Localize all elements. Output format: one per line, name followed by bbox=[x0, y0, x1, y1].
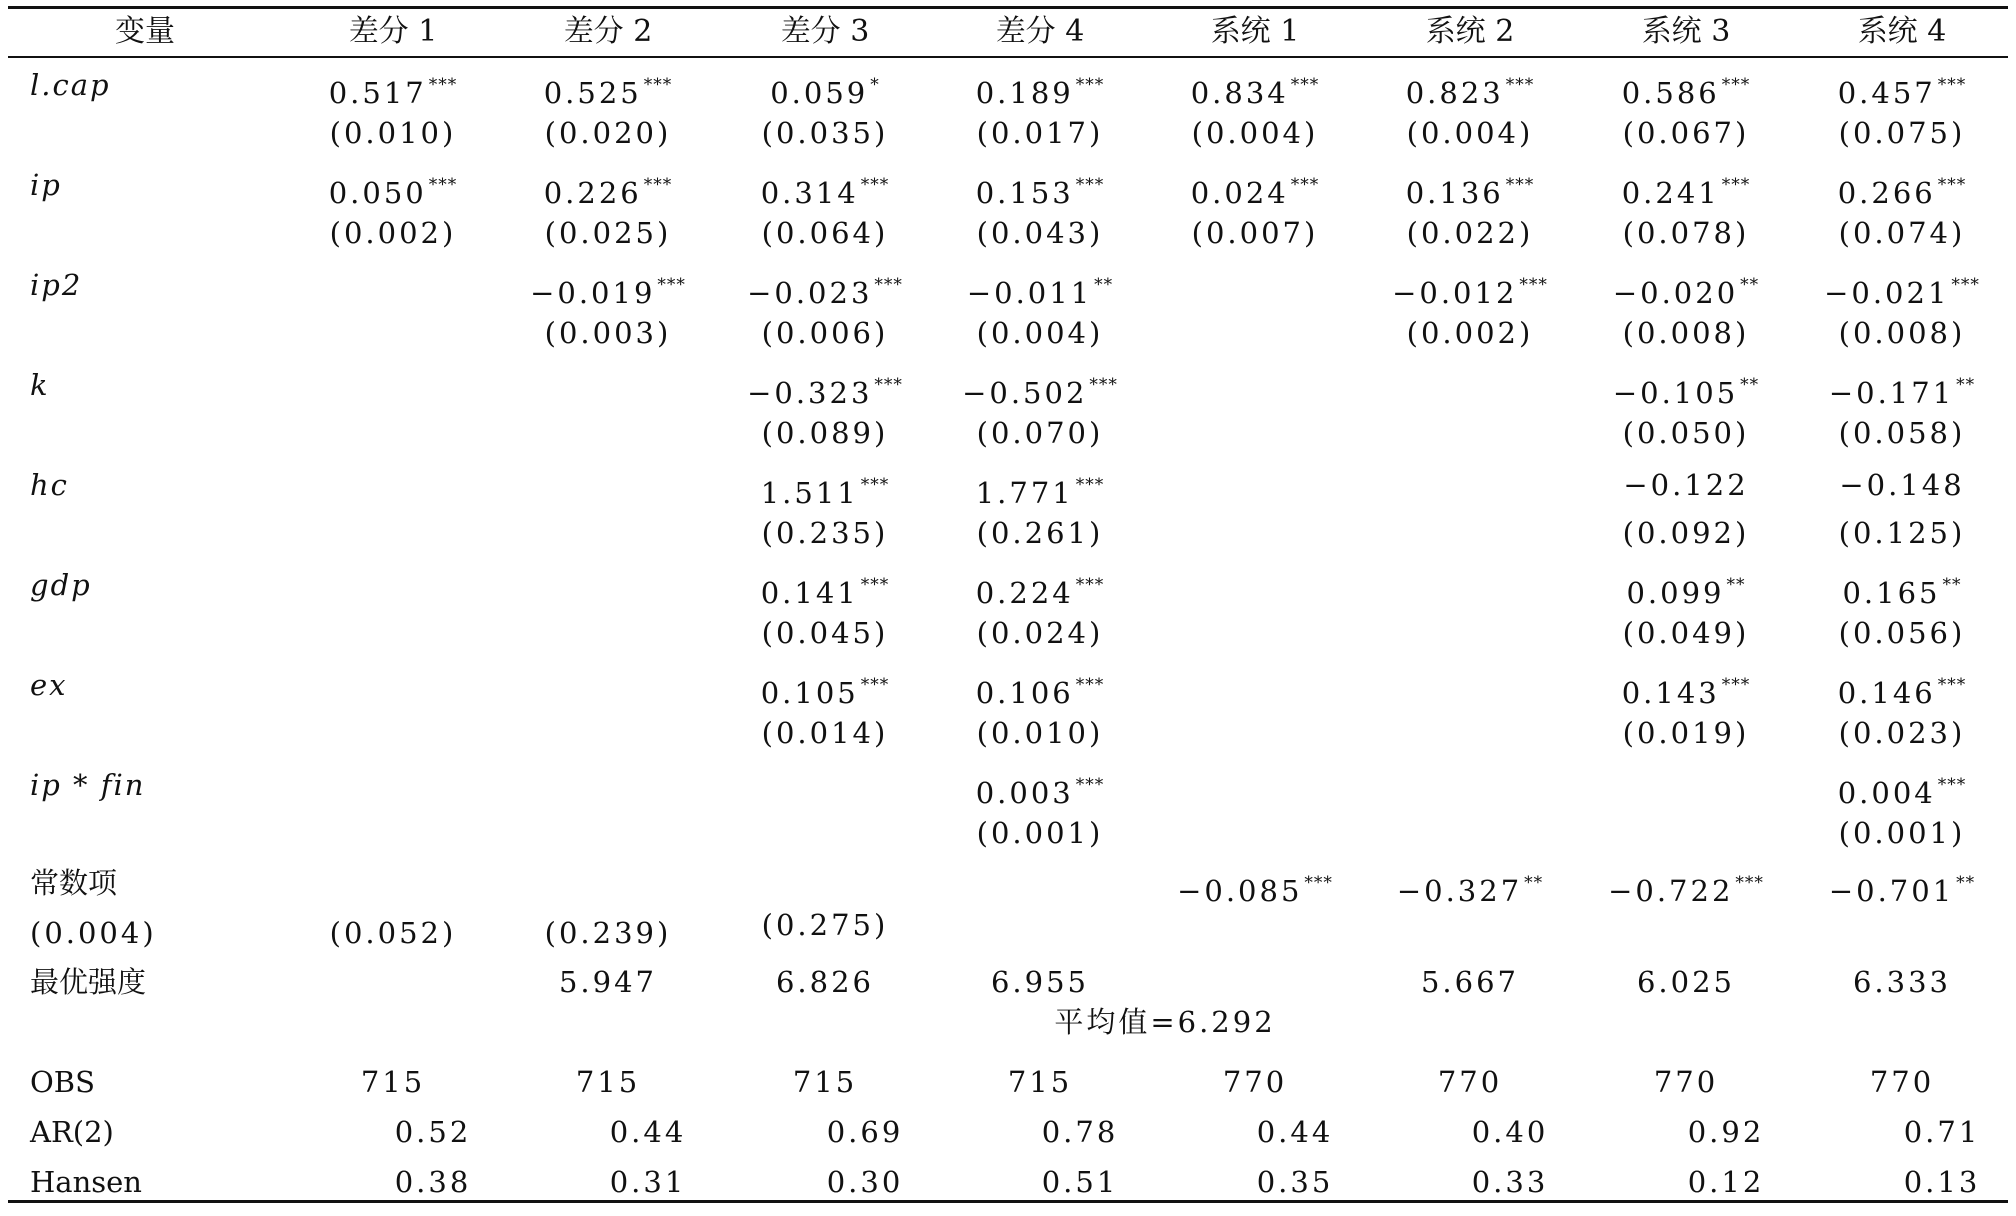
constant-coefficient-cell: −0.327 ** bbox=[1396, 873, 1544, 908]
significance-stars: *** bbox=[1505, 175, 1535, 195]
std-error-cell: (0.001) bbox=[976, 816, 1104, 850]
stat-cell: 0.92 bbox=[1687, 1115, 1765, 1149]
significance-stars: *** bbox=[1304, 873, 1333, 893]
significance-stars: *** bbox=[1937, 175, 1967, 195]
constant-std-error-cell: (0.239) bbox=[544, 916, 672, 950]
std-error-cell: (0.024) bbox=[976, 616, 1104, 650]
std-error-cell: (0.125) bbox=[1838, 516, 1966, 550]
std-error-cell: (0.022) bbox=[1406, 216, 1534, 250]
significance-stars: *** bbox=[1075, 75, 1105, 95]
coefficient-cell: 0.266 *** bbox=[1837, 175, 1967, 210]
constant-label: 常数项 bbox=[30, 866, 118, 900]
std-error-cell: (0.075) bbox=[1838, 116, 1966, 150]
header-cell: 变量 bbox=[115, 14, 175, 49]
coefficient-cell: −0.023 *** bbox=[747, 275, 903, 310]
stat-cell: 770 bbox=[1869, 1065, 1935, 1099]
significance-stars: ** bbox=[1740, 275, 1760, 295]
significance-stars: *** bbox=[1505, 75, 1535, 95]
significance-stars: *** bbox=[1721, 75, 1751, 95]
significance-stars: *** bbox=[1937, 75, 1967, 95]
significance-stars: ** bbox=[1524, 873, 1544, 893]
coefficient-cell: 0.834 *** bbox=[1190, 75, 1320, 110]
variable-label: gdp bbox=[30, 568, 92, 602]
stat-cell: 0.69 bbox=[826, 1115, 904, 1149]
header-cell: 系统 2 bbox=[1425, 14, 1515, 49]
significance-stars: ** bbox=[1956, 873, 1976, 893]
stat-cell: 0.44 bbox=[1256, 1115, 1334, 1149]
significance-stars: *** bbox=[1519, 275, 1548, 295]
stat-cell: 0.38 bbox=[394, 1165, 472, 1199]
variable-label: ip * fin bbox=[30, 768, 146, 802]
std-error-cell: (0.019) bbox=[1622, 716, 1750, 750]
bottom-rule bbox=[8, 1200, 2008, 1203]
std-error-cell: (0.074) bbox=[1838, 216, 1966, 250]
header-cell: 系统 4 bbox=[1857, 14, 1947, 49]
stat-cell: 0.51 bbox=[1041, 1165, 1119, 1199]
coefficient-cell: 1.511 *** bbox=[760, 475, 890, 510]
std-error-cell: (0.008) bbox=[1838, 316, 1966, 350]
significance-stars: ** bbox=[1094, 275, 1114, 295]
optimal-intensity-cell: 6.955 bbox=[990, 965, 1090, 999]
significance-stars: *** bbox=[643, 175, 673, 195]
significance-stars: *** bbox=[1951, 275, 1980, 295]
constant-coefficient-cell: −0.701 ** bbox=[1828, 873, 1976, 908]
std-error-cell: (0.010) bbox=[976, 716, 1104, 750]
std-error-cell: (0.017) bbox=[976, 116, 1104, 150]
std-error-cell: (0.004) bbox=[976, 316, 1104, 350]
variable-label: k bbox=[30, 368, 50, 402]
significance-stars: ** bbox=[1740, 375, 1760, 395]
significance-stars: ** bbox=[1726, 575, 1746, 595]
stat-cell: 0.31 bbox=[609, 1165, 687, 1199]
stat-cell: 0.52 bbox=[394, 1115, 472, 1149]
significance-stars: *** bbox=[860, 175, 890, 195]
std-error-cell: (0.092) bbox=[1622, 516, 1750, 550]
std-error-cell: (0.045) bbox=[761, 616, 889, 650]
significance-stars: *** bbox=[643, 75, 673, 95]
stat-cell: 0.44 bbox=[609, 1115, 687, 1149]
std-error-cell: (0.089) bbox=[761, 416, 889, 450]
stat-label: OBS bbox=[30, 1065, 95, 1099]
variable-label: ex bbox=[30, 668, 68, 702]
top-rule bbox=[8, 6, 2008, 9]
significance-stars: *** bbox=[1089, 375, 1118, 395]
significance-stars: * bbox=[870, 75, 880, 95]
std-error-cell: (0.014) bbox=[761, 716, 889, 750]
stat-label: Hansen bbox=[30, 1165, 142, 1199]
optimal-intensity-cell: 5.667 bbox=[1420, 965, 1520, 999]
significance-stars: *** bbox=[874, 375, 903, 395]
coefficient-cell: 0.153 *** bbox=[975, 175, 1105, 210]
std-error-cell: (0.067) bbox=[1622, 116, 1750, 150]
significance-stars: *** bbox=[1721, 175, 1751, 195]
optimal-intensity-cell: 6.826 bbox=[775, 965, 875, 999]
std-error-cell: (0.002) bbox=[329, 216, 457, 250]
optimal-intensity-label: 最优强度 bbox=[30, 965, 147, 999]
std-error-cell: (0.001) bbox=[1838, 816, 1966, 850]
coefficient-cell: −0.502 *** bbox=[962, 375, 1118, 410]
stat-cell: 0.33 bbox=[1471, 1165, 1549, 1199]
coefficient-cell: −0.011 ** bbox=[966, 275, 1114, 310]
coefficient-cell: 0.517 *** bbox=[328, 75, 458, 110]
header-cell: 系统 3 bbox=[1641, 14, 1731, 49]
std-error-cell: (0.064) bbox=[761, 216, 889, 250]
coefficient-cell: 0.099 ** bbox=[1626, 575, 1746, 610]
coefficient-cell: −0.105 ** bbox=[1612, 375, 1760, 410]
coefficient-cell: 0.146 *** bbox=[1837, 675, 1967, 710]
std-error-cell: (0.003) bbox=[544, 316, 672, 350]
coefficient-cell: 0.586 *** bbox=[1621, 75, 1751, 110]
std-error-cell: (0.050) bbox=[1622, 416, 1750, 450]
stat-cell: 715 bbox=[792, 1065, 858, 1099]
constant-coefficient-cell: −0.085 *** bbox=[1177, 873, 1333, 908]
optimal-intensity-cell: 6.025 bbox=[1636, 965, 1736, 999]
stat-cell: 0.71 bbox=[1903, 1115, 1981, 1149]
std-error-cell: (0.004) bbox=[1406, 116, 1534, 150]
stat-cell: 0.40 bbox=[1471, 1115, 1549, 1149]
std-error-cell: (0.058) bbox=[1838, 416, 1966, 450]
stat-cell: 0.35 bbox=[1256, 1165, 1334, 1199]
coefficient-cell: 0.165 ** bbox=[1842, 575, 1962, 610]
coefficient-cell: 0.050 *** bbox=[328, 175, 458, 210]
header-cell: 差分 2 bbox=[563, 14, 653, 49]
significance-stars: *** bbox=[1937, 675, 1967, 695]
coefficient-cell: −0.021 *** bbox=[1824, 275, 1980, 310]
significance-stars: *** bbox=[1075, 775, 1105, 795]
header-cell: 系统 1 bbox=[1210, 14, 1300, 49]
stat-cell: 715 bbox=[360, 1065, 426, 1099]
std-error-cell: (0.078) bbox=[1622, 216, 1750, 250]
significance-stars: *** bbox=[1735, 873, 1764, 893]
coefficient-cell: 0.141 *** bbox=[760, 575, 890, 610]
std-error-cell: (0.023) bbox=[1838, 716, 1966, 750]
std-error-cell: (0.025) bbox=[544, 216, 672, 250]
std-error-cell: (0.043) bbox=[976, 216, 1104, 250]
significance-stars: *** bbox=[1075, 675, 1105, 695]
coefficient-cell: −0.020 ** bbox=[1612, 275, 1760, 310]
stat-cell: 0.12 bbox=[1687, 1165, 1765, 1199]
significance-stars: *** bbox=[1075, 575, 1105, 595]
variable-label: ip bbox=[30, 168, 62, 202]
significance-stars: ** bbox=[1956, 375, 1976, 395]
std-error-cell: (0.261) bbox=[976, 516, 1104, 550]
stat-cell: 0.13 bbox=[1903, 1165, 1981, 1199]
coefficient-cell: 0.106 *** bbox=[975, 675, 1105, 710]
std-error-cell: (0.056) bbox=[1838, 616, 1966, 650]
constant-std-error-cell: (0.052) bbox=[329, 916, 457, 950]
significance-stars: *** bbox=[657, 275, 686, 295]
std-error-cell: (0.010) bbox=[329, 116, 457, 150]
std-error-cell: (0.235) bbox=[761, 516, 889, 550]
significance-stars: *** bbox=[1937, 775, 1967, 795]
stat-cell: 715 bbox=[1007, 1065, 1073, 1099]
coefficient-cell: 0.224 *** bbox=[975, 575, 1105, 610]
coefficient-cell: 0.226 *** bbox=[543, 175, 673, 210]
significance-stars: *** bbox=[1721, 675, 1751, 695]
constant-std-error-cell: (0.275) bbox=[761, 908, 889, 942]
significance-stars: ** bbox=[1942, 575, 1962, 595]
stat-cell: 0.78 bbox=[1041, 1115, 1119, 1149]
std-error-cell: (0.004) bbox=[1191, 116, 1319, 150]
stat-label: AR(2) bbox=[30, 1115, 114, 1149]
significance-stars: *** bbox=[1290, 175, 1320, 195]
coefficient-cell: 0.457 *** bbox=[1837, 75, 1967, 110]
coefficient-cell: 1.771 *** bbox=[975, 475, 1105, 510]
std-error-cell: (0.006) bbox=[761, 316, 889, 350]
mean-note: 平均值=6.292 bbox=[1054, 1005, 1276, 1039]
coefficient-cell: −0.323 *** bbox=[747, 375, 903, 410]
coefficient-cell: −0.171 ** bbox=[1828, 375, 1976, 410]
coefficient-cell: 0.143 *** bbox=[1621, 675, 1751, 710]
significance-stars: *** bbox=[428, 75, 458, 95]
header-cell: 差分 3 bbox=[780, 14, 870, 49]
std-error-cell: (0.035) bbox=[761, 116, 889, 150]
stat-cell: 770 bbox=[1653, 1065, 1719, 1099]
coefficient-cell: 0.004 *** bbox=[1837, 775, 1967, 810]
optimal-intensity-cell: 6.333 bbox=[1852, 965, 1952, 999]
header-cell: 差分 4 bbox=[995, 14, 1085, 49]
variable-label: ip2 bbox=[30, 268, 83, 302]
coefficient-cell: 0.823 *** bbox=[1405, 75, 1535, 110]
stat-cell: 715 bbox=[575, 1065, 641, 1099]
variable-label: hc bbox=[30, 468, 69, 502]
stat-cell: 0.30 bbox=[826, 1165, 904, 1199]
significance-stars: *** bbox=[1075, 175, 1105, 195]
coefficient-cell: 0.024 *** bbox=[1190, 175, 1320, 210]
std-error-cell: (0.070) bbox=[976, 416, 1104, 450]
coefficient-cell: 0.136 *** bbox=[1405, 175, 1535, 210]
variable-label: l.cap bbox=[30, 68, 111, 102]
significance-stars: *** bbox=[1290, 75, 1320, 95]
std-error-cell: (0.007) bbox=[1191, 216, 1319, 250]
constant-coefficient-cell: −0.722 *** bbox=[1608, 873, 1764, 908]
coefficient-cell: 0.241 *** bbox=[1621, 175, 1751, 210]
significance-stars: *** bbox=[860, 575, 890, 595]
significance-stars: *** bbox=[874, 275, 903, 295]
coefficient-cell: −0.122 bbox=[1623, 468, 1749, 502]
stat-cell: 770 bbox=[1222, 1065, 1288, 1099]
significance-stars: *** bbox=[1075, 475, 1105, 495]
stat-cell: 770 bbox=[1437, 1065, 1503, 1099]
optimal-intensity-cell: 5.947 bbox=[558, 965, 658, 999]
coefficient-cell: −0.012 *** bbox=[1392, 275, 1548, 310]
significance-stars: *** bbox=[860, 475, 890, 495]
coefficient-cell: 0.059 * bbox=[770, 75, 880, 110]
coefficient-cell: 0.105 *** bbox=[760, 675, 890, 710]
header-cell: 差分 1 bbox=[348, 14, 438, 49]
coefficient-cell: 0.525 *** bbox=[543, 75, 673, 110]
significance-stars: *** bbox=[860, 675, 890, 695]
coefficient-cell: 0.314 *** bbox=[760, 175, 890, 210]
coefficient-cell: 0.189 *** bbox=[975, 75, 1105, 110]
std-error-cell: (0.020) bbox=[544, 116, 672, 150]
significance-stars: *** bbox=[428, 175, 458, 195]
header-rule bbox=[8, 56, 2008, 58]
coefficient-cell: 0.003 *** bbox=[975, 775, 1105, 810]
std-error-cell: (0.008) bbox=[1622, 316, 1750, 350]
constant-std-error-cell: (0.004) bbox=[30, 916, 157, 950]
std-error-cell: (0.049) bbox=[1622, 616, 1750, 650]
std-error-cell: (0.002) bbox=[1406, 316, 1534, 350]
coefficient-cell: −0.148 bbox=[1839, 468, 1965, 502]
coefficient-cell: −0.019 *** bbox=[530, 275, 686, 310]
